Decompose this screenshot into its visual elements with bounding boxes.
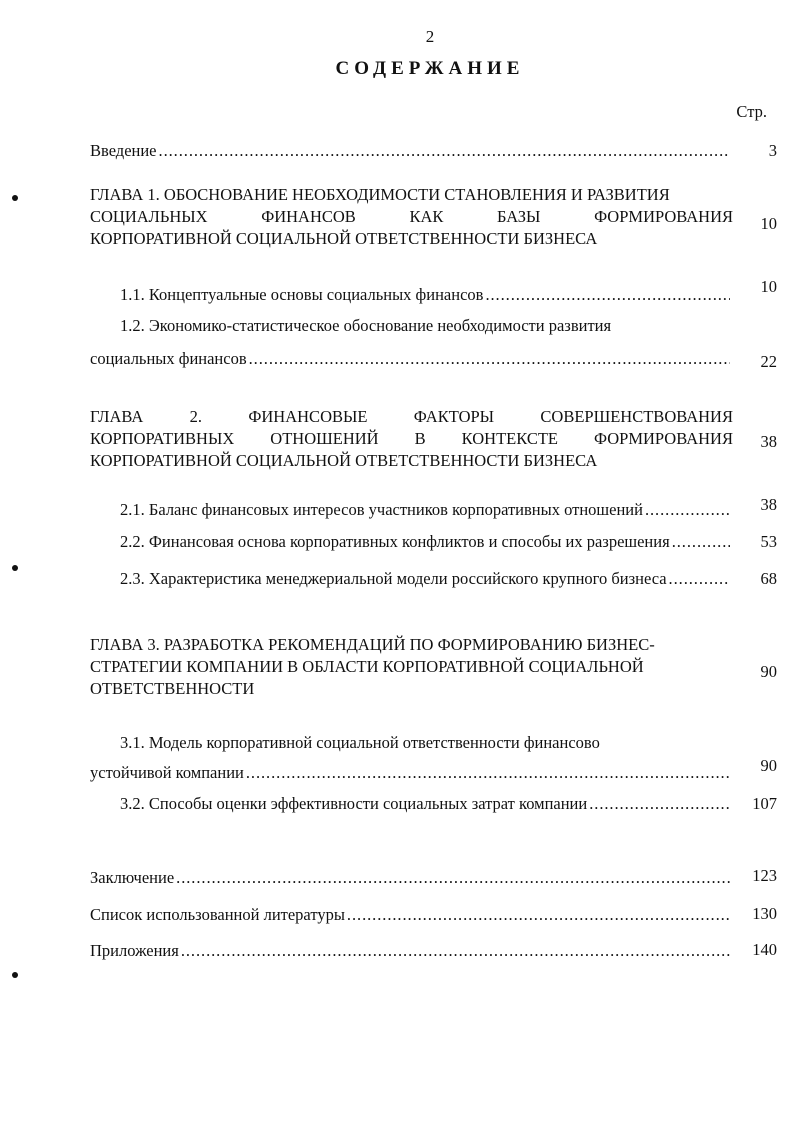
page-title: СОДЕРЖАНИЕ	[335, 58, 525, 79]
toc-page-number: 53	[760, 532, 777, 551]
chapter-word: ФАКТОРЫ	[413, 407, 495, 426]
toc-page-number: 3	[768, 141, 777, 160]
toc-page-number: 107	[752, 794, 777, 813]
toc-page-number: 38	[760, 495, 777, 514]
toc-section-3-2[interactable]	[120, 794, 730, 814]
chapter-word: КОРПОРАТИВНЫХ	[90, 429, 235, 448]
binder-hole-mark	[12, 972, 18, 978]
chapter-word: ГЛАВА 1. ОБОСНОВАНИЕ НЕОБХОДИМОСТИ СТАНОВЛЕНИЯ И РАЗВИТИЯ	[90, 185, 670, 204]
chapter-word: ФОРМИРОВАНИЯ	[594, 207, 733, 226]
chapter-line	[90, 228, 733, 250]
toc-page-number: 68	[760, 569, 777, 588]
toc-section-2-1[interactable]	[120, 500, 730, 520]
chapter-word: КОРПОРАТИВНОЙ СОЦИАЛЬНОЙ ОТВЕТСТВЕННОСТИ БИЗНЕСА	[90, 451, 598, 470]
toc-chapter-1[interactable]	[90, 184, 733, 250]
chapter-word: ФИНАНСОВ	[261, 207, 356, 226]
chapter-word: ГЛАВА 3. РАЗРАБОТКА РЕКОМЕНДАЦИЙ ПО ФОРМИРОВАНИЮ БИЗНЕС-	[90, 635, 655, 654]
toc-entry-text: 2.1. Баланс финансовых интересов участников корпоративных отношений	[120, 500, 643, 519]
toc-page-number: 140	[752, 940, 777, 959]
binder-hole-mark	[12, 195, 18, 201]
dot-leader	[347, 905, 730, 925]
toc-entry-intro[interactable]	[90, 141, 730, 161]
toc-chapter-3[interactable]	[90, 634, 733, 700]
dot-leader	[249, 349, 730, 369]
chapter-word: В	[414, 429, 426, 448]
toc-section-1-2-line2[interactable]	[90, 349, 730, 369]
toc-section-1-1[interactable]	[120, 285, 730, 305]
toc-entry-text: Заключение	[90, 868, 175, 887]
toc-page-number: 90	[760, 662, 777, 681]
chapter-line	[90, 206, 733, 228]
toc-entry-text: 3.2. Способы оценки эффективности социальных затрат компании	[120, 794, 588, 813]
toc-entry-references[interactable]	[90, 905, 730, 925]
toc-entry-text: 1.1. Концептуальные основы социальных финансов	[120, 285, 484, 304]
toc-section-3-1-line1[interactable]: 3.1. Модель корпоративной социальной ответственности финансово	[120, 733, 600, 752]
chapter-line	[90, 656, 733, 678]
dot-leader	[597, 228, 733, 250]
dot-leader	[159, 141, 730, 161]
chapter-word: ФИНАНСОВЫЕ	[248, 407, 368, 426]
chapter-line	[90, 678, 733, 700]
dot-leader	[597, 450, 733, 472]
chapter-word: СОВЕРШЕНСТВОВАНИЯ	[540, 407, 733, 426]
chapter-word: ОТНОШЕНИЙ	[270, 429, 379, 448]
chapter-line	[90, 406, 733, 428]
toc-page-number: 90	[760, 756, 777, 775]
chapter-word: 2.	[189, 407, 203, 426]
chapter-word: КАК	[409, 207, 444, 226]
chapter-word: ФОРМИРОВАНИЯ	[594, 429, 733, 448]
binder-hole-mark	[12, 565, 18, 571]
dot-leader	[254, 678, 733, 700]
toc-section-3-1-line2[interactable]	[90, 763, 730, 783]
toc-section-2-2[interactable]	[120, 532, 730, 552]
toc-page-number: 10	[760, 277, 777, 296]
toc-entry-text: 2.2. Финансовая основа корпоративных конфликтов и способы их разрешения	[120, 532, 670, 551]
chapter-word: КОНТЕКСТЕ	[461, 429, 558, 448]
toc-entry-text: Список использованной литературы	[90, 905, 345, 924]
toc-chapter-2[interactable]	[90, 406, 733, 472]
chapter-word: БАЗЫ	[497, 207, 541, 226]
toc-entry-text: Введение	[90, 141, 157, 160]
chapter-line	[90, 428, 733, 450]
toc-entry-conclusion[interactable]	[90, 868, 730, 888]
toc-page-number: 38	[760, 432, 777, 451]
chapter-line	[90, 634, 733, 656]
toc-entry-text: Приложения	[90, 941, 179, 960]
toc-entry-appendix[interactable]	[90, 941, 730, 961]
chapter-line	[90, 184, 733, 206]
dot-leader	[176, 868, 730, 888]
toc-page-number: 22	[760, 352, 777, 371]
page-column-header: Стр.	[736, 102, 767, 121]
toc-entry-text: устойчивой компании	[90, 763, 244, 782]
page-number: 2	[425, 27, 435, 46]
dot-leader	[246, 763, 730, 783]
toc-section-2-3[interactable]	[120, 569, 730, 589]
toc-section-1-2-line1[interactable]: 1.2. Экономико-статистическое обоснование необходимости развития	[120, 316, 612, 335]
dot-leader	[181, 941, 730, 961]
chapter-word: КОРПОРАТИВНОЙ СОЦИАЛЬНОЙ ОТВЕТСТВЕННОСТИ БИЗНЕСА	[90, 229, 598, 248]
toc-entry-text: социальных финансов	[90, 349, 247, 368]
toc-page-number: 130	[752, 904, 777, 923]
chapter-line	[90, 450, 733, 472]
dot-leader	[589, 794, 730, 814]
toc-page-number: 10	[760, 214, 777, 233]
toc-page-number: 123	[752, 866, 777, 885]
chapter-word: ОТВЕТСТВЕННОСТИ	[90, 679, 255, 698]
dot-leader	[485, 285, 730, 305]
chapter-word: СТРАТЕГИИ КОМПАНИИ В ОБЛАСТИ КОРПОРАТИВНОЙ СОЦИАЛЬНОЙ	[90, 657, 644, 676]
toc-entry-text: 2.3. Характеристика менеджериальной модели российского крупного бизнеса	[120, 569, 667, 588]
chapter-word: ГЛАВА	[90, 407, 144, 426]
chapter-word: СОЦИАЛЬНЫХ	[90, 207, 208, 226]
